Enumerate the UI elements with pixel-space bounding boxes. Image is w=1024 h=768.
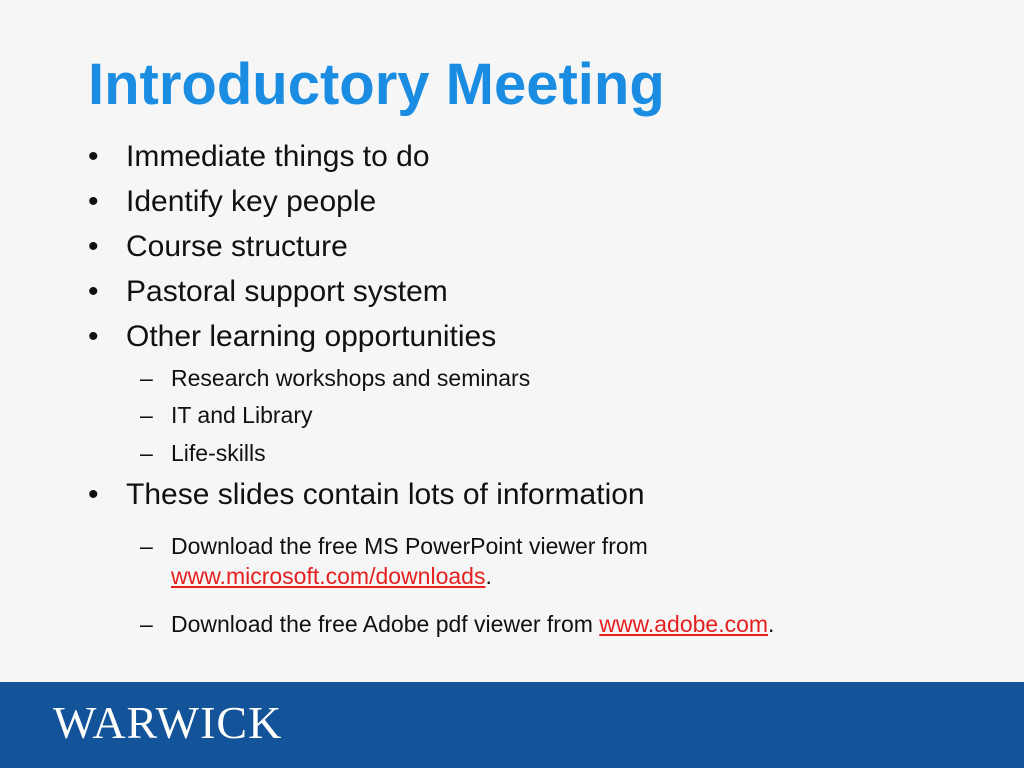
sub-bullet-mark: –	[140, 365, 153, 391]
sub-bullet-mark: –	[140, 440, 153, 466]
bullet-mark: •	[88, 140, 99, 173]
download-pdf-text: Download the free Adobe pdf viewer from	[171, 611, 600, 637]
sub-bullet-text: Life-skills	[171, 440, 266, 466]
warwick-logo: WARWICK	[53, 697, 283, 748]
adobe-link[interactable]: www.adobe.com	[599, 611, 769, 637]
period: .	[485, 563, 492, 589]
bullet-mark: •	[88, 478, 99, 511]
sub-bullet-text: Research workshops and seminars	[171, 365, 531, 391]
bullet-text: Pastoral support system	[126, 275, 448, 308]
sub-bullet-mark: –	[140, 402, 153, 428]
sub-bullet-mark: –	[140, 533, 153, 559]
bullet-mark: •	[88, 275, 99, 308]
footer-bar	[0, 682, 1024, 768]
slide-title: Introductory Meeting	[88, 52, 665, 117]
download-ppt-text: Download the free MS PowerPoint viewer from	[171, 533, 648, 559]
period: .	[768, 611, 775, 637]
bullet-text: Course structure	[126, 230, 348, 263]
sub-bullet-mark: –	[140, 611, 153, 637]
sub-bullet-text	[171, 531, 648, 591]
bullet-text: Other learning opportunities	[126, 320, 497, 353]
bullet-text: Immediate things to do	[126, 140, 430, 173]
sub-bullet-text	[171, 609, 774, 639]
microsoft-downloads-link[interactable]: www.microsoft.com/downloads	[171, 563, 486, 589]
bullet-mark: •	[88, 320, 99, 353]
bullet-mark: •	[88, 230, 99, 263]
sub-bullet-text: IT and Library	[171, 402, 313, 428]
bullet-text: These slides contain lots of information	[126, 478, 645, 511]
bullet-text: Identify key people	[126, 185, 377, 218]
bullet-mark: •	[88, 185, 99, 218]
